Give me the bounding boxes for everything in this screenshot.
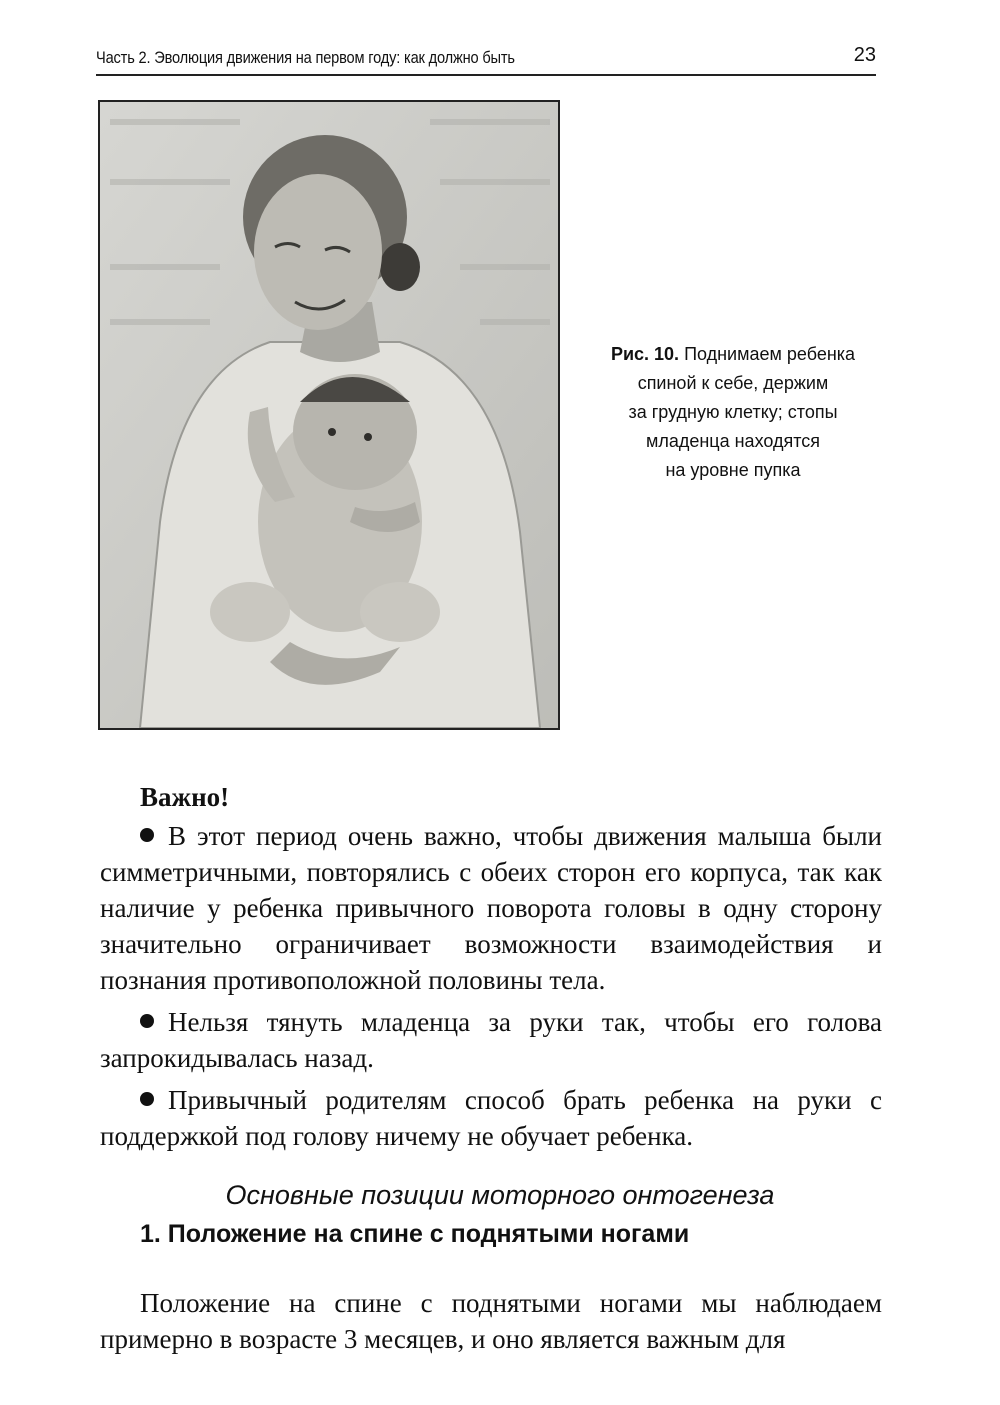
- figure-photo: [98, 100, 560, 730]
- caption-line-4: младенца находятся: [645, 431, 821, 451]
- mother-holding-baby-illustration: [100, 102, 558, 728]
- bullet-item-2: Нельзя тянуть младенца за руки так, чтобы его голова запрокидывалась назад.: [100, 1007, 882, 1073]
- section-paragraph: Положение на спине с поднятыми ногами мы наблюдаем примерно в возрасте 3 месяцев, и оно является важным для: [100, 1288, 882, 1354]
- running-header: [96, 44, 876, 76]
- section-heading: Основные позиции моторного онтогенеза: [225, 1180, 775, 1210]
- bullet-item-1: В этот период очень важно, чтобы движения малыша были симметричными, повторялись с обеих сторон его корпуса, так как наличие у ребенка привычного поворота головы в одну сторону значительно ограничивает возможности взаимодействия и познания противоположной половины тела.: [100, 821, 882, 995]
- caption-line-2: спиной к себе, держим: [637, 373, 829, 393]
- chapter-title: Часть 2. Эволюция движения на первом году: как должно быть: [96, 48, 515, 67]
- bullet-icon: [140, 1014, 154, 1028]
- bullet-icon: [140, 1092, 154, 1106]
- bullet-item-3: Привычный родителям способ брать ребенка на руки с поддержкой под голову ничему не обучает ребенка.: [100, 1085, 882, 1151]
- important-title: Важно!: [140, 782, 230, 812]
- figure-label: Рис. 10.: [610, 344, 680, 364]
- page-number: 23: [853, 44, 876, 66]
- caption-line-1: Рис. 10. Поднимаем ребенка: [610, 344, 856, 364]
- subsection-heading: 1. Положение на спине с поднятыми ногами: [140, 1220, 690, 1248]
- figure-caption: [578, 340, 888, 485]
- caption-line-3: за грудную клетку; стопы: [628, 402, 838, 422]
- important-list: [100, 818, 882, 1160]
- bullet-icon: [140, 828, 154, 842]
- caption-line-5: на уровне пупка: [665, 460, 801, 480]
